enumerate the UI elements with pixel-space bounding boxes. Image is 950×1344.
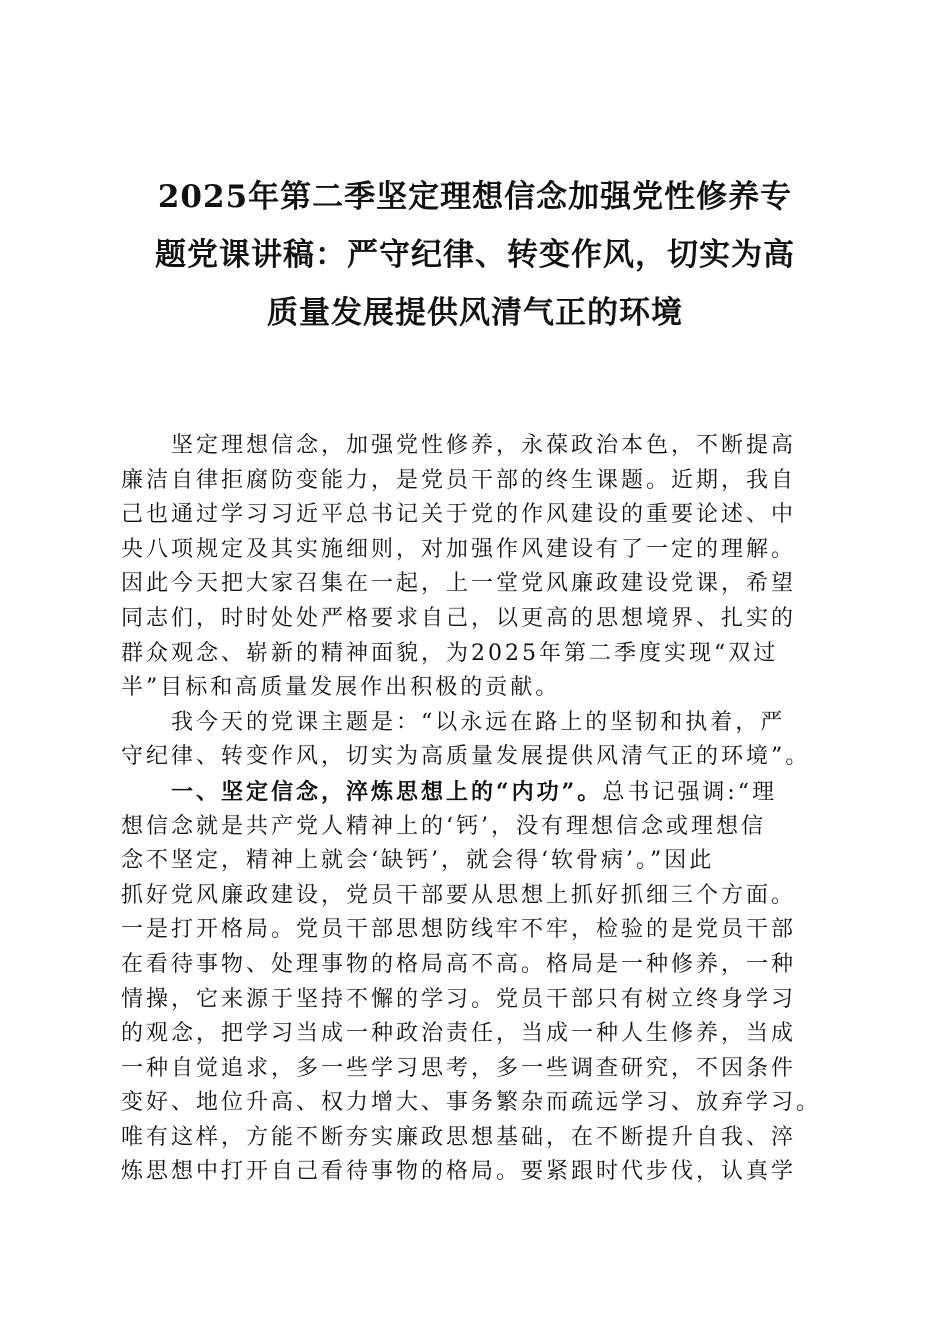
paragraph-1-line-6: 同志们，时时处处严格要求自己，以更高的思想境界、扎实的 [121,605,797,631]
section-1-line-9: 一种自觉追求，多一些学习思考，多一些调查研究，不因条件 [121,1055,797,1081]
section-1-heading: 一、坚定信念，淬炼思想上的“内功”。 [171,778,603,805]
section-1-first-line [121,775,833,810]
section-1-line-10: 变好、地位升高、权力增大、事务繁杂而疏远学习、放弃学习。 [121,1090,822,1116]
paragraph-1-line-7: 群众观念、崭新的精神面貌，为2025年第二季度实现“双过 [121,640,779,666]
section-1-line-6: 在看待事物、处理事物的格局高不高。格局是一种修养，一种 [121,951,797,977]
section-1-line-11: 唯有这样，方能不断夯实廉政思想基础，在不断提升自我、淬 [121,1124,797,1150]
section-1-line-3: 念不坚定，精神上就会‘缺钙’，就会得‘软骨病’。”因此 [121,848,715,874]
paragraph-1-line-3: 己也通过学习习近平总书记关于党的作风建设的重要论述、中 [121,502,797,528]
section-1-line-12: 炼思想中打开自己看待事物的格局。要紧跟时代步伐，认真学 [121,1159,797,1185]
paragraph-2-line-2: 守纪律、转变作风，切实为高质量发展提供风清气正的环境”。 [121,744,811,770]
title-line-1: 2025年第二季坚定理想信念加强党性修养专 [157,179,793,215]
paragraph-2-line-1: 我今天的党课主题是：“以永远在路上的坚韧和执着，严 [171,709,786,735]
section-1-line-2: 想信念就是共产党人精神上的‘钙’，没有理想信念或理想信 [121,813,766,839]
section-1-line-7: 情操，它来源于坚持不懈的学习。党员干部只有树立终身学习 [121,986,797,1012]
title-line-3: 质量发展提供风清气正的环境 [267,295,683,331]
paragraph-1-line-5: 因此今天把大家召集在一起，上一堂党风廉政建设党课，希望 [121,571,797,597]
section-1-line-4: 抓好党风廉政建设，党员干部要从思想上抓好抓细三个方面。 [121,882,797,908]
paragraph-1-line-1: 坚定理想信念，加强党性修养，永葆政治本色，不断提高 [171,433,797,458]
document-body [121,429,833,1190]
title-line-2: 题党课讲稿：严守纪律、转变作风，切实为高 [155,237,795,273]
section-1-line-5: 一是打开格局。党员干部思想防线牢不牢，检验的是党员干部 [121,917,797,943]
paragraph-1-line-8: 半”目标和高质量发展作出积极的贡献。 [121,675,561,701]
document-title [110,168,840,342]
paragraph-1-line-2: 廉洁自律拒腐防变能力，是党员干部的终生课题。近期，我自 [121,467,797,493]
section-1-line-8: 的观念，把学习当成一种政治责任，当成一种人生修养，当成 [121,1021,797,1047]
section-1-first-line-rest: 总书记强调:“理 [602,779,777,805]
paragraph-1-line-4: 央八项规定及其实施细则，对加强作风建设有了一定的理解。 [121,536,797,562]
